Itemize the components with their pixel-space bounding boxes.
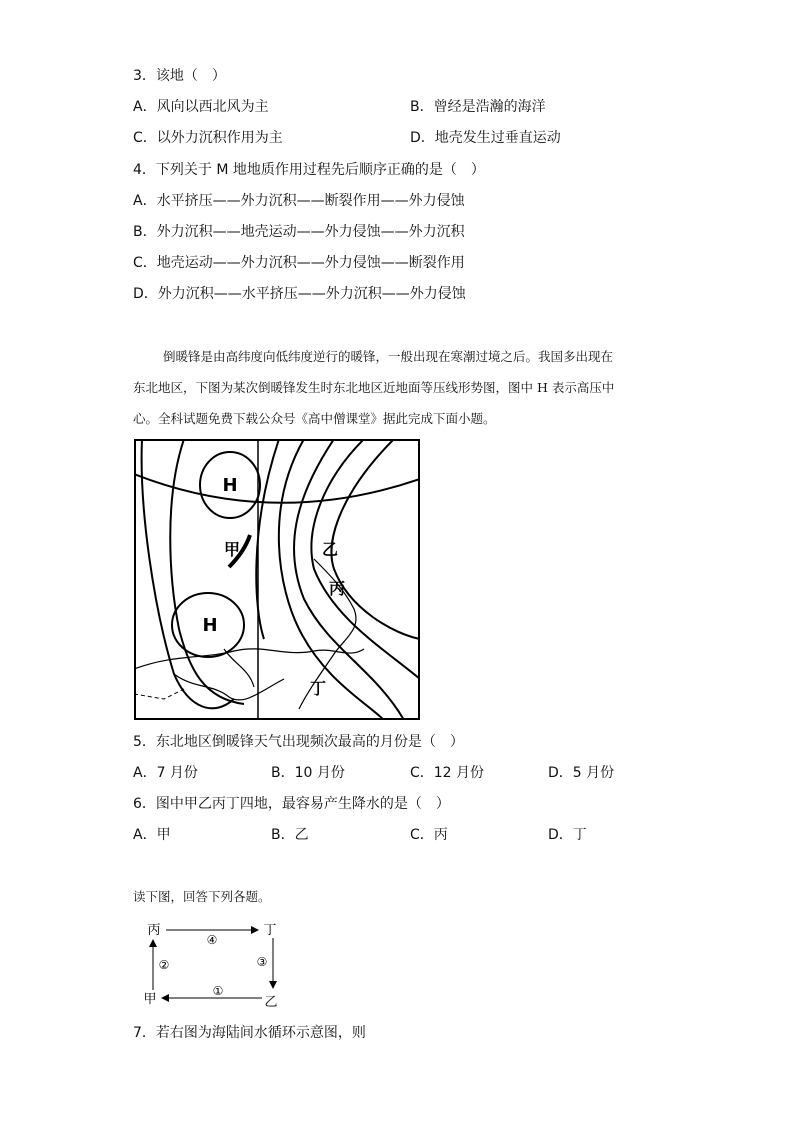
water-cycle-diagram bbox=[140, 918, 290, 1010]
isobar-top-arc bbox=[134, 474, 420, 503]
cycle-corner-ding: 丁 bbox=[263, 923, 277, 938]
isobar-right-5 bbox=[256, 439, 279, 639]
map-label-bing: 丙 bbox=[328, 579, 346, 598]
q5-stem: 5．东北地区倒暖锋天气出现频次最高的月份是（ ） bbox=[133, 734, 464, 750]
q4-option-a: A．水平挤压——外力沉积——断裂作用——外力侵蚀 bbox=[133, 193, 465, 209]
cycle-arrow-label-top: ④ bbox=[206, 933, 218, 947]
map-label-h-lower: H bbox=[202, 615, 218, 636]
map-label-h-upper: H bbox=[222, 475, 238, 496]
river-line bbox=[224, 649, 254, 687]
isobar-right-4 bbox=[332, 439, 421, 639]
q6-option-a: A．甲 bbox=[133, 827, 171, 843]
passage-line-2: 东北地区，下图为某次倒暖锋发生时东北地区近地面等压线形势图，图中 H 表示高压中 bbox=[133, 380, 615, 395]
isobar-left-outer bbox=[142, 439, 234, 708]
province-line bbox=[174, 674, 284, 700]
q6-stem: 6．图中甲乙丙丁四地，最容易产生降水的是（ ） bbox=[133, 796, 450, 812]
q4-option-b: B．外力沉积——地壳运动——外力侵蚀——外力沉积 bbox=[133, 224, 465, 240]
cycle-arrow-label-right: ③ bbox=[256, 955, 268, 969]
q6-option-c: C．丙 bbox=[410, 827, 448, 843]
q4-option-d: D．外力沉积——水平挤压——外力沉积——外力侵蚀 bbox=[133, 286, 466, 302]
q6-option-d: D．丁 bbox=[548, 827, 587, 843]
cycle-arrow-label-bottom: ① bbox=[212, 984, 224, 998]
passage-line-1: 倒暖锋是由高纬度向低纬度逆行的暖锋，一般出现在寒潮过境之后。我国多出现在 bbox=[163, 349, 614, 364]
q5-option-d: D．5 月份 bbox=[548, 765, 615, 781]
cycle-corner-bing: 丙 bbox=[147, 923, 161, 938]
dashed-border bbox=[134, 689, 184, 699]
isobar-right-1 bbox=[294, 439, 404, 720]
cycle-corner-yi: 乙 bbox=[264, 995, 278, 1010]
q7-stem: 7．若右图为海陆间水循环示意图，则 bbox=[133, 1025, 366, 1041]
q3-stem: 3．该地（ ） bbox=[133, 68, 226, 84]
cycle-arrow-label-left: ② bbox=[158, 958, 170, 972]
q4-stem: 4．下列关于 M 地地质作用过程先后顺序正确的是（ ） bbox=[133, 162, 485, 178]
map-label-yi: 乙 bbox=[321, 540, 339, 559]
intro-read-figure: 读下图，回答下列各题。 bbox=[133, 889, 271, 904]
cycle-corner-jia: 甲 bbox=[143, 992, 157, 1007]
q3-option-d: D．地壳发生过垂直运动 bbox=[410, 130, 561, 146]
passage-line-3: 心。全科试题免费下载公众号《高中僧课堂》据此完成下面小题。 bbox=[133, 411, 496, 426]
isobar-right-2 bbox=[311, 439, 420, 679]
q3-option-b: B．曾经是浩瀚的海洋 bbox=[410, 99, 546, 115]
q3-option-a: A．风向以西北风为主 bbox=[133, 99, 269, 115]
map-label-jia: 甲 bbox=[223, 540, 241, 559]
q6-option-b: B．乙 bbox=[271, 827, 309, 843]
map-label-ding: 丁 bbox=[309, 679, 327, 698]
q5-option-a: A．7 月份 bbox=[133, 765, 198, 781]
isobar-map bbox=[134, 439, 420, 720]
q3-option-c: C．以外力沉积作用为主 bbox=[133, 130, 283, 146]
q4-option-c: C．地壳运动——外力沉积——外力侵蚀——断裂作用 bbox=[133, 255, 465, 271]
q5-option-c: C．12 月份 bbox=[410, 765, 485, 781]
q5-option-b: B．10 月份 bbox=[271, 765, 345, 781]
